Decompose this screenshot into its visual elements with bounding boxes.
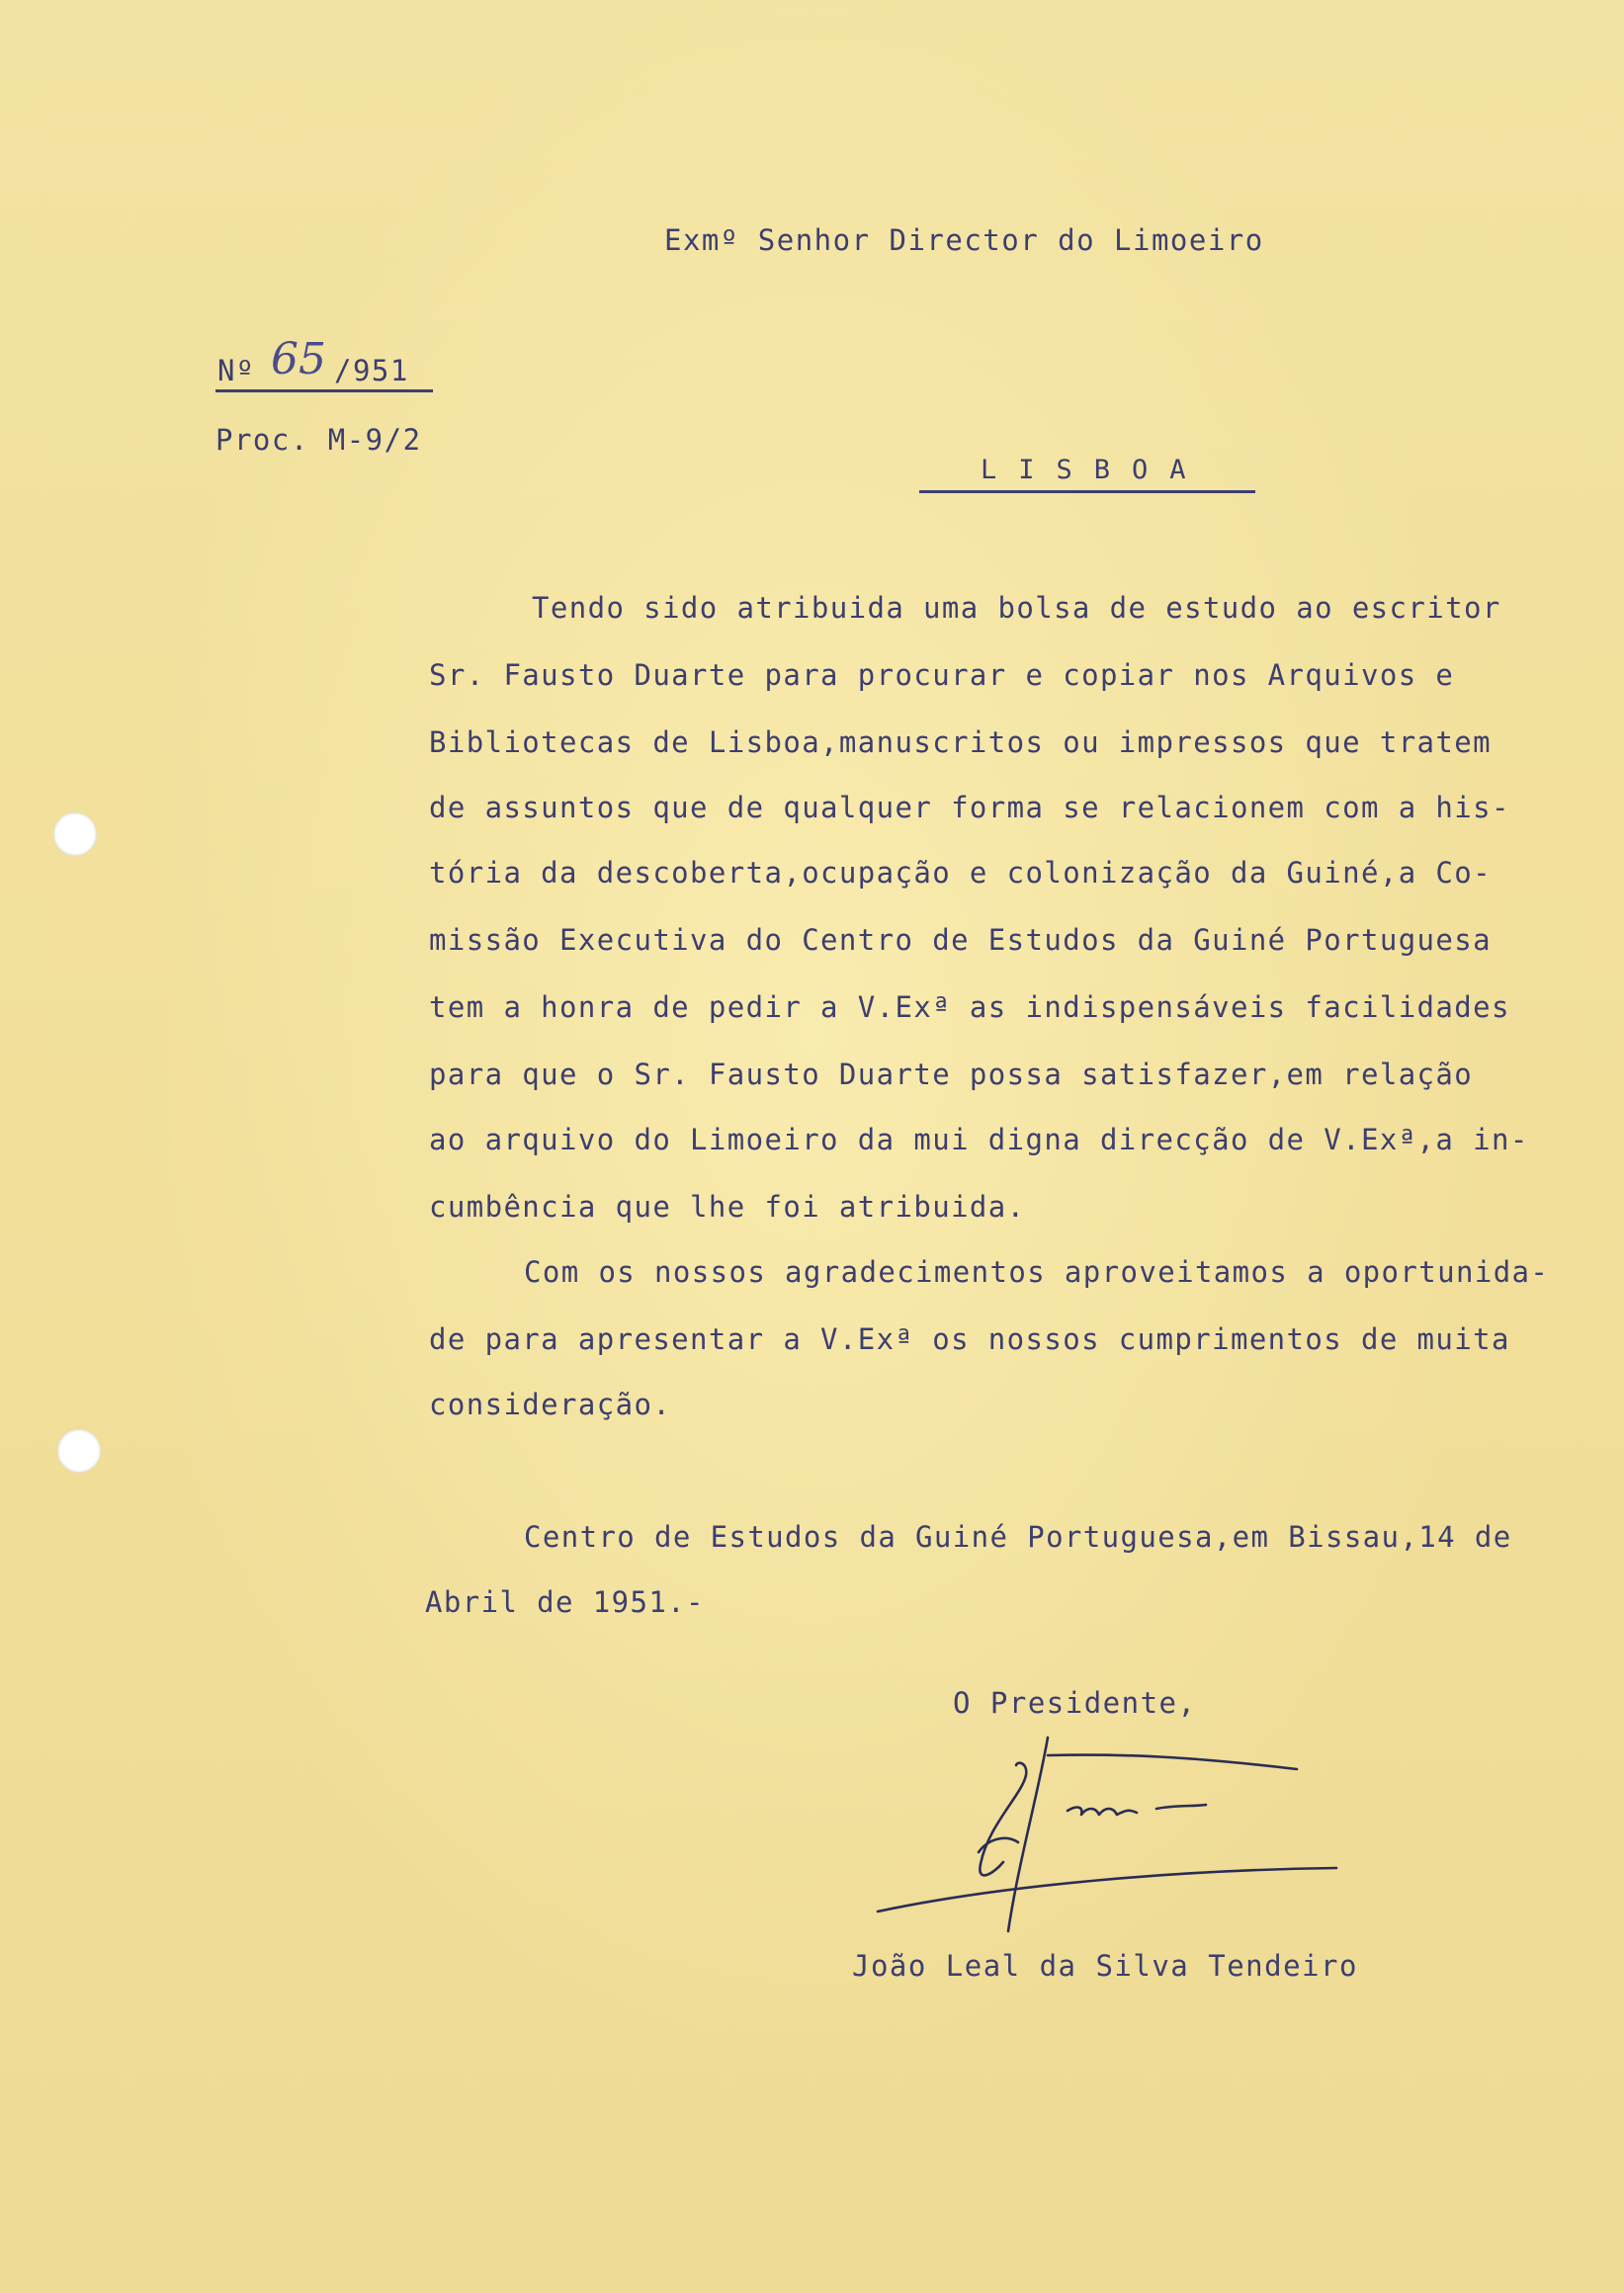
body-line-1: Tendo sido atribuida uma bolsa de estudo ao escritor xyxy=(532,591,1501,625)
city-heading: LISBOA xyxy=(981,455,1208,485)
city-underline xyxy=(919,490,1255,493)
reference-number xyxy=(215,334,435,397)
punch-hole-bottom xyxy=(57,1429,101,1473)
closing-line-1: Centro de Estudos da Guiné Portuguesa,em Bissau,14 de xyxy=(524,1520,1512,1554)
body-line-8: para que o Sr. Fausto Duarte possa satisfazer,em relação xyxy=(429,1058,1474,1091)
closing-line-2: Abril de 1951.- xyxy=(425,1585,705,1619)
body-line-10: cumbência que lhe foi atribuida. xyxy=(429,1190,1026,1224)
body-line-4: de assuntos que de qualquer forma se relacionem com a his- xyxy=(429,791,1510,824)
handwritten-signature xyxy=(870,1736,1344,1933)
signoff: O Presidente, xyxy=(953,1686,1197,1720)
reference-handwritten-number: 65 xyxy=(271,334,326,384)
reference-underline xyxy=(215,389,433,392)
reference-prefix: Nº xyxy=(217,354,255,387)
body-line-7: tem a honra de pedir a V.Exª as indispensáveis facilidades xyxy=(429,990,1510,1024)
body-line-6: missão Executiva do Centro de Estudos da Guiné Portuguesa xyxy=(429,923,1492,957)
body-line-2: Sr. Fausto Duarte para procurar e copiar nos Arquivos e xyxy=(429,658,1455,692)
punch-hole-top xyxy=(53,812,97,856)
reference-year: /951 xyxy=(334,354,409,387)
body-line-12: de para apresentar a V.Exª os nossos cumprimentos de muita xyxy=(429,1322,1510,1356)
body-line-5: tória da descoberta,ocupação e colonização da Guiné,a Co- xyxy=(429,856,1492,890)
body-line-9: ao arquivo do Limoeiro da mui digna direcção de V.Exª,a in- xyxy=(429,1123,1529,1156)
addressee: Exmº Senhor Director do Limoeiro xyxy=(664,223,1264,257)
body-line-13: consideração. xyxy=(429,1388,672,1421)
body-line-3: Bibliotecas de Lisboa,manuscritos ou impressos que tratem xyxy=(429,725,1492,759)
body-line-11: Com os nossos agradecimentos aproveitamos a oportunida- xyxy=(524,1255,1550,1289)
process-reference: Proc. M-9/2 xyxy=(215,423,422,457)
signatory-name: João Leal da Silva Tendeiro xyxy=(852,1949,1358,1983)
